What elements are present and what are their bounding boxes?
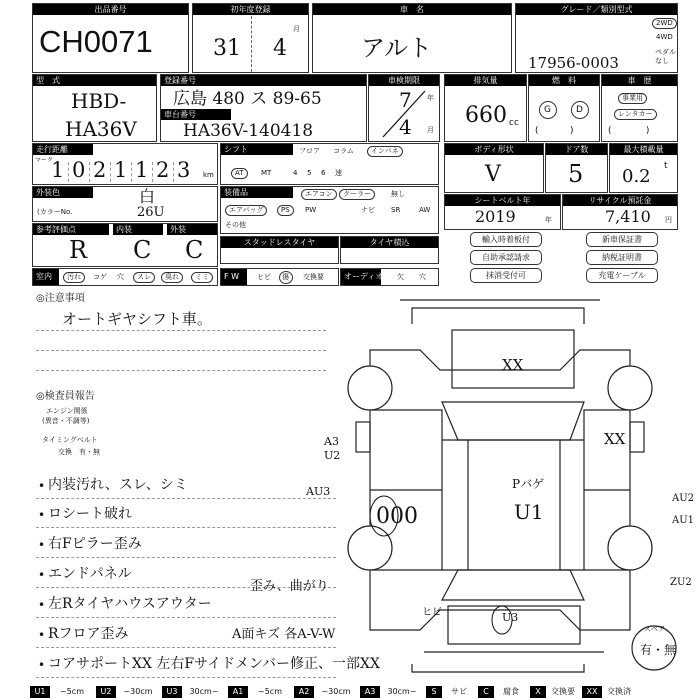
legend-value: ~5cm [258,687,282,696]
model-label: 車 名 [313,4,511,15]
equip-none: 無し [391,190,405,198]
diagram-au2: AU2 [672,493,695,504]
equip-other-label: その他 [225,221,246,229]
lot-box [32,3,189,73]
legend-key: A3 [360,686,380,698]
plate-number: 広島 480 ス 89-65 [173,89,322,109]
color-value: 白 [139,187,156,206]
engine-unit: cc [509,118,519,128]
report-engine: エンジン関係 [46,407,88,415]
mileage-digits [51,158,201,184]
report-engine-sub: (異音・不調等) [42,417,90,425]
seatbelt-box [444,194,561,230]
recycle-value: 7,410 [605,207,651,226]
legend-value: サビ [451,687,467,696]
shift-label: シフト [221,144,293,155]
doc-cancel: 抹消受付可 [470,268,542,283]
report-item: 左Rタイヤハウスアウター [48,596,212,612]
trans-mt: MT [261,169,272,177]
mileage-unit: km [203,171,214,179]
studless-box [220,236,339,264]
color-code: 26U [137,205,165,220]
mileage-digit: 3 [177,158,191,182]
legend-value: 腐食 [503,687,519,696]
first-registration-label: 初年度登録 [193,4,308,15]
drive-4wd: 4WD [656,33,673,41]
report-item: エンドパネル [48,566,132,582]
mileage-digit: 0 [72,158,86,182]
audio-hole: 穴 [419,273,426,281]
fuel-box [528,74,600,142]
body-value: V [485,162,501,187]
diagram-dots: ヒビ [422,607,442,618]
legend-key: C [478,686,494,698]
int-smell: 臭れ [161,272,183,283]
doc-warranty: 新車保証書 [586,232,658,247]
equip-aircon: エアコン [301,189,337,200]
load-unit: t [664,161,668,171]
legend-key: A1 [228,686,248,698]
load-value: 0.2 [622,166,651,187]
legend-value: 交換要 [551,687,575,696]
type-box [32,74,157,142]
equip-pw: PW [305,206,317,214]
engine-label: 排気量 [445,75,526,86]
report-bullet: • [38,508,46,522]
int-dirt: 汚れ [63,272,85,283]
diagram-au1: AU1 [672,515,695,526]
mileage-mark-label: マーク [35,157,54,164]
fuel-d: D [576,105,583,115]
mileage-digit: 2 [93,158,107,182]
report-title: ◎検査員報告 [36,391,95,402]
int-hole: 穴 [117,273,124,281]
equip-cooler: クーラー [339,189,375,200]
fw-label: F W [221,269,247,285]
gear-unit: 速 [335,169,342,177]
model-name: アルト [361,34,433,62]
inspection-year: 7 [399,88,412,112]
doors-label: ドア数 [546,144,607,155]
diagram-spare-label: スペア [644,625,665,633]
mileage-digit: 1 [114,158,128,182]
audio-label: オーディオ [341,269,381,285]
grades-box [32,223,218,267]
diagram-u3: U3 [502,611,519,624]
first-registration-box [192,3,309,73]
notes-line-1: オートギヤシフト車。 [62,310,212,328]
fw-crack: ヒビ [257,273,271,281]
report-item: 内装汚れ、スレ、シミ [48,477,188,493]
doc-charger: 充電ケーブル [586,268,658,283]
plate-label: 登録番号 [161,75,366,86]
usage-rental: レンタカー [614,109,657,120]
grade-box [515,3,678,73]
report-bullet: • [38,658,46,672]
lot-label: 出品番号 [33,4,188,15]
equip-navi: ナビ [361,206,375,214]
grade-interior: C [133,236,152,264]
type-label: 型 式 [33,75,156,86]
seatbelt-value: 2019 [475,207,516,226]
color-label: 外装色 [33,187,93,198]
legend-key: S [426,686,442,698]
legend-value: ~30cm [123,687,153,696]
shift-column: コラム [333,147,354,155]
report-item: Rフロア歪み [48,626,129,642]
int-burn: コゲ [93,273,107,281]
recycle-unit: 円 [665,216,672,224]
report-item: 右Fピラー歪み [48,536,142,552]
grade-exterior-label: 外装 [167,224,217,235]
engine-box [444,74,527,142]
fw-replace: 交換要 [303,273,324,281]
mileage-digit: 1 [51,158,65,182]
annotation-row5: 歪み、曲がり [250,579,329,594]
diagram-roof-note: Pバゲ [512,477,545,491]
equip-box [220,186,439,234]
model-box [312,3,512,73]
seatbelt-label: シートベルト年 [445,195,560,206]
grade-code: 17956-0003 [528,54,619,72]
equip-aw: AW [419,206,431,214]
engine-value: 660 [465,103,507,128]
first-registration-year: 31 [213,36,241,61]
fuel-label: 燃 料 [529,75,599,86]
chassis-label: 車台番号 [161,109,231,120]
diagram-zu2: ZU2 [670,577,692,588]
body-label: ボディ形状 [445,144,543,155]
tireload-label: タイヤ積込 [341,237,438,248]
inspection-month-label: 月 [427,126,434,134]
first-registration-month: 4 [273,36,287,61]
report-bullet: • [38,538,46,552]
usage-label: 車 歴 [602,75,677,86]
inspection-box [368,74,440,142]
grade-overall-label: 参考評価点 [33,224,109,235]
legend-key: U2 [96,686,116,698]
load-box [609,143,678,193]
inspection-label: 車検期限 [369,75,439,86]
interior-row-label: 室内 [33,269,59,285]
doc-import: 輸入時着板付 [470,232,542,247]
doc-tax: 納税証明書 [586,250,658,265]
studless-label: スタッドレスタイヤ [221,237,338,248]
audio-missing: 欠 [397,273,404,281]
doc-selfapprove: 自助承認請求 [470,250,542,265]
shift-floor: フロア [299,147,320,155]
seatbelt-unit: 年 [545,216,552,224]
mileage-digit: 1 [135,158,149,182]
grade-exterior: C [185,236,204,264]
fw-scratch: 傷 [282,273,289,281]
inspection-year-label: 年 [427,94,434,102]
legend-value: 30cm~ [387,687,417,696]
annotation-row6: A面キズ 各A-V-W [232,627,336,642]
fuel-g: G [544,105,551,115]
diagram-ooo: 000 [376,504,418,529]
legend-key: U3 [162,686,182,698]
legend-bar [30,686,700,698]
diagram-top-xx: XX [502,356,524,374]
body-box [444,143,544,193]
legend-value: ~5cm [60,687,84,696]
type-prefix: HBD- [71,89,127,113]
report-timing-sub: 交換 有・無 [58,448,100,456]
legend-value: 30cm~ [189,687,219,696]
load-label: 最大積載量 [610,144,677,155]
paren-usage: ( ) [608,126,650,136]
shift-instpanel: インパネ [367,146,403,157]
recycle-label: リサイクル預託金 [563,195,677,206]
report-item: ロシート破れ [48,506,132,522]
interior-row [32,268,218,286]
diagram-side-xx: XX [604,430,626,448]
report-item: コアサポートXX 左右Fサイドメンバー修正、一部XX [48,656,380,672]
diagram-u2: U2 [324,449,341,462]
equip-airbag: エアバッグ [225,205,267,216]
diagram-spare: 有・無 [640,643,677,657]
report-bullet: • [38,628,46,642]
grade-overall: R [69,236,88,264]
shift-box [220,143,439,185]
trans-at: AT [231,168,248,179]
report-bullet: • [38,598,46,612]
mileage-label: 走行距離 [33,144,93,155]
int-stain: ミミ [191,272,213,283]
int-scuff: スレ [133,272,155,283]
legend-key: A2 [294,686,314,698]
notes-title: ◎注意事項 [36,293,85,304]
month-label: 月 [293,25,300,33]
gear-6: 6 [321,169,326,177]
drive-2wd: 2WD [652,18,677,29]
report-bullet: • [38,568,46,582]
legend-key: X [530,686,546,698]
diagram-a3: A3 [324,435,339,448]
color-box [32,186,218,222]
legend-value: ~30cm [321,687,351,696]
gear-4: 4 [293,169,298,177]
audio-row [340,268,439,286]
legend-key: XX [582,686,602,698]
grade-interior-label: 内装 [113,224,163,235]
paren-left: ( ) [535,126,574,136]
type-model: HA36V [65,117,137,141]
equip-label: 装備品 [221,187,293,198]
chassis-number: HA36V-140418 [183,121,314,141]
diagram-roof-code: U1 [514,500,544,524]
report-bullet: • [38,479,46,493]
report-timing: タイミングベルト [42,436,98,444]
equip-ps: PS [277,205,294,216]
legend-key: U1 [30,686,50,698]
fw-row [220,268,339,286]
drive-none: ペダル なし [655,48,676,65]
mileage-box [32,143,218,185]
recycle-box [562,194,678,230]
equip-sr: SR [391,206,401,214]
diagram-au3: AU3 [306,485,331,498]
doors-box [545,143,608,193]
doors-value: 5 [568,160,584,188]
tireload-box [340,236,439,264]
usage-box [601,74,678,142]
gear-5: 5 [307,169,312,177]
lot-number: CH0071 [39,24,153,59]
cross-out-mark [381,89,427,139]
grade-label: グレード／類別型式 [516,4,677,15]
plate-box [160,74,367,142]
usage-commercial: 事業用 [618,93,647,104]
color-code-label: (カラーNo. [37,208,73,216]
mileage-digit: 2 [156,158,170,182]
legend-value: 交換済 [607,687,631,696]
inspection-month: 4 [399,115,412,139]
